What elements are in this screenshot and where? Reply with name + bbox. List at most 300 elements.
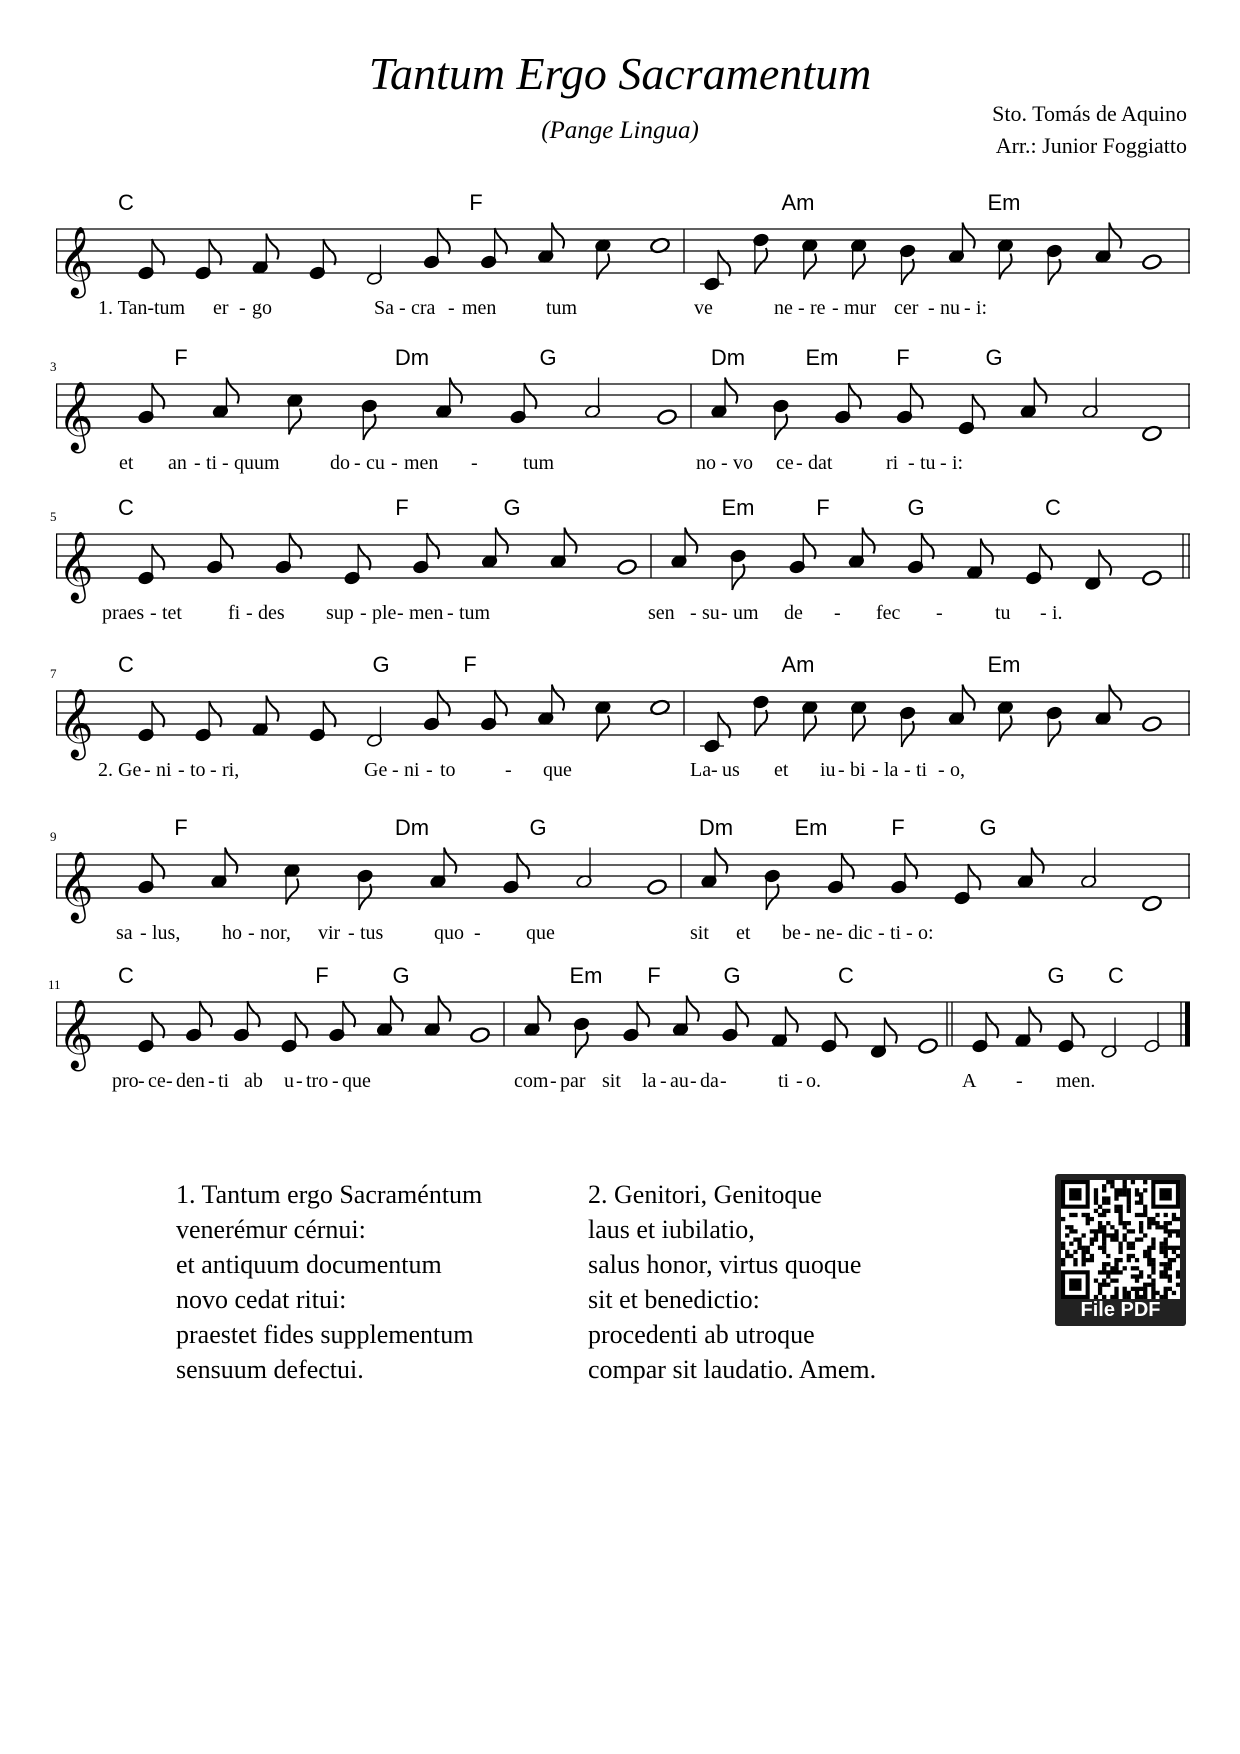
lyric-syllable: la — [884, 759, 899, 781]
lyric-syllable: - — [138, 1070, 145, 1092]
lyric-syllable: - — [397, 602, 404, 624]
lyric-syllable: go — [252, 297, 272, 319]
note-flag — [736, 1001, 748, 1027]
lyric-syllable: - — [908, 452, 915, 474]
lyric-syllable: no — [696, 452, 716, 474]
lyric-syllable: fi — [228, 602, 241, 624]
chord-symbol: G — [503, 495, 521, 520]
lyric-syllable: tro — [306, 1070, 329, 1092]
lyric-syllable: - — [550, 1070, 557, 1092]
lyric-syllable: - — [447, 602, 454, 624]
lyric-syllable: de — [784, 602, 803, 624]
lyric-syllable: - — [796, 1070, 803, 1092]
lyric-syllable: - — [505, 759, 512, 781]
note-flag — [804, 254, 816, 280]
lyric-syllable: com — [514, 1070, 549, 1092]
chord-symbol: G — [539, 345, 557, 370]
staff-system-5 — [50, 815, 1190, 955]
note-flag — [862, 528, 874, 554]
music-staff — [56, 963, 1190, 1073]
chord-symbol: C — [118, 652, 134, 677]
qr-label: File PDF — [1080, 1299, 1161, 1321]
verse-line: venerémur cérnui: — [176, 1215, 366, 1244]
note-flag — [538, 996, 550, 1022]
lyric-syllable: tu — [995, 602, 1011, 624]
lyric-syllable: - — [178, 759, 185, 781]
chord-symbol: Em — [987, 190, 1021, 215]
chord-symbol: Am — [781, 190, 815, 215]
chord-symbol: C — [1045, 495, 1061, 520]
lyric-syllable: i. — [1052, 602, 1063, 624]
lyric-syllable: - — [798, 297, 805, 319]
lyric-syllable: tet — [162, 602, 182, 624]
note-flag — [524, 383, 536, 409]
lyric-syllable: ne — [816, 922, 835, 944]
note-flag — [438, 690, 450, 716]
chord-symbol: G — [979, 815, 997, 840]
note-flag — [775, 414, 787, 440]
note-flag — [438, 996, 450, 1022]
page-title: Tantum Ergo Sacramentum — [368, 48, 872, 99]
note-head — [616, 558, 637, 575]
lyric-syllable: i: — [952, 452, 964, 474]
lyric-syllable: - — [391, 452, 398, 474]
note-flag — [835, 1012, 847, 1038]
lyric-syllable: ce — [776, 452, 794, 474]
treble-clef-icon: 𝄞 — [58, 381, 94, 451]
lyric-syllable: et — [736, 922, 751, 944]
chord-symbol: F — [174, 345, 188, 370]
lyric-syllable: quo — [434, 922, 464, 944]
lyric-syllable: do — [330, 452, 350, 474]
lyric-syllable: sit — [690, 922, 709, 944]
lyric-syllable: - — [166, 1070, 173, 1092]
lyric-syllable: ni — [156, 759, 172, 781]
note-flag — [962, 223, 974, 249]
lyric-syllable: - — [938, 759, 945, 781]
lyric-syllable: to — [440, 759, 456, 781]
chord-symbol: G — [985, 345, 1003, 370]
lyric-syllable: - — [711, 759, 718, 781]
lyric-syllable: nu — [940, 297, 960, 319]
lyric-syllable: que — [342, 1070, 371, 1092]
lyric-syllable: - — [348, 922, 355, 944]
note-flag — [1109, 685, 1121, 711]
lyric-syllable: au — [670, 1070, 689, 1092]
lyric-syllable: quum — [234, 452, 280, 474]
lyric-syllable: - — [721, 452, 728, 474]
qr-code-link[interactable] — [1055, 1174, 1186, 1326]
chord-symbol: G — [372, 652, 390, 677]
chord-symbol: Em — [794, 815, 828, 840]
measure-number: 11 — [48, 977, 61, 992]
lyric-syllable: sup — [326, 602, 354, 624]
lyric-syllable: - — [660, 1070, 667, 1092]
lyric-syllable: - — [1040, 602, 1047, 624]
measure-number: 7 — [50, 666, 57, 681]
chord-symbol: Em — [987, 652, 1021, 677]
lyric-syllable: - — [720, 1070, 727, 1092]
note-flag — [564, 528, 576, 554]
chord-symbol: G — [907, 495, 925, 520]
lyric-syllable: - — [838, 759, 845, 781]
lyric-syllable: men. — [1056, 1070, 1096, 1092]
lyric-syllable: - — [474, 922, 481, 944]
note-flag — [152, 1012, 164, 1038]
note-flag — [755, 710, 767, 736]
lyric-syllable: sit — [602, 1070, 621, 1092]
note-flag — [266, 234, 278, 260]
chord-symbol: G — [392, 963, 410, 988]
note-flag — [343, 1001, 355, 1027]
verse-line: laus et iubilatio, — [588, 1215, 755, 1244]
lyric-syllable: La — [690, 759, 712, 781]
chord-symbol: Em — [569, 963, 603, 988]
note-head — [649, 699, 670, 716]
lyric-syllable: bi — [850, 759, 866, 781]
lyric-syllable: cu — [366, 452, 385, 474]
note-flag — [295, 1012, 307, 1038]
note-flag — [905, 853, 917, 879]
lyric-syllable: - — [448, 297, 455, 319]
verse-line: et antiquum documentum — [176, 1250, 442, 1279]
lyric-syllable: da — [700, 1070, 719, 1092]
lyric-syllable: nor, — [260, 922, 291, 944]
lyric-syllable: ti — [206, 452, 218, 474]
note-flag — [247, 1001, 259, 1027]
note-flag — [1034, 378, 1046, 404]
note-flag — [981, 539, 993, 565]
lyric-syllable: ho — [222, 922, 242, 944]
chord-symbol: C — [838, 963, 854, 988]
treble-clef-icon: 𝄞 — [58, 688, 94, 758]
note-flag — [902, 259, 914, 285]
note-flag — [444, 848, 456, 874]
note-flag — [1072, 1012, 1084, 1038]
lyric-syllable: - — [426, 759, 433, 781]
note-flag — [842, 853, 854, 879]
note-flag — [226, 378, 238, 404]
chord-symbol: G — [529, 815, 547, 840]
lyric-syllable: Sa — [374, 297, 394, 319]
note-head — [1141, 425, 1162, 442]
lyric-syllable: dic — [848, 922, 873, 944]
lyric-syllable: - — [332, 1070, 339, 1092]
chord-symbol: G — [723, 963, 741, 988]
note-flag — [427, 533, 439, 559]
lyric-syllable: - — [721, 602, 728, 624]
chord-symbol: C — [118, 190, 134, 215]
note-flag — [152, 383, 164, 409]
treble-clef-icon: 𝄞 — [58, 226, 94, 296]
lyric-syllable: - — [804, 922, 811, 944]
note-flag — [1048, 721, 1060, 747]
note-flag — [999, 254, 1011, 280]
lyric-syllable: cer — [894, 297, 919, 319]
lyric-syllable: ple — [372, 602, 397, 624]
note-flag — [438, 228, 450, 254]
lyric-syllable: lus, — [152, 922, 181, 944]
staff-system-6 — [48, 963, 1190, 1103]
note-flag — [597, 254, 609, 280]
composer: Sto. Tomás de Aquino — [992, 101, 1187, 126]
note-flag — [289, 409, 301, 435]
lyric-syllable: et — [774, 759, 789, 781]
lyric-syllable: 2. Ge — [98, 759, 142, 781]
staff-system-4 — [50, 652, 1190, 792]
final-bar-line — [1185, 1002, 1190, 1046]
lyric-syllable: i: — [976, 297, 988, 319]
lyric-syllable: er — [213, 297, 229, 319]
lyric-syllable: - — [878, 922, 885, 944]
note-flag — [972, 394, 984, 420]
lyric-syllable: - — [222, 452, 229, 474]
arranger: Arr.: Junior Foggiatto — [995, 133, 1187, 158]
lyric-syllable: mur — [844, 297, 877, 319]
lyric-syllable: - — [399, 297, 406, 319]
chord-symbol: Dm — [394, 815, 430, 840]
lyric-syllable: - — [194, 452, 201, 474]
lyric-syllable: sen — [648, 602, 675, 624]
lyric-syllable: - — [354, 452, 361, 474]
note-flag — [517, 853, 529, 879]
note-flag — [1109, 223, 1121, 249]
chord-symbol: G — [1047, 963, 1065, 988]
note-flag — [391, 996, 403, 1022]
lyric-syllable: ti — [218, 1070, 230, 1092]
lyric-syllable: - — [296, 1070, 303, 1092]
chord-symbol: F — [896, 345, 910, 370]
note-flag — [986, 1012, 998, 1038]
verse-line: praestet fides supplementum — [176, 1320, 474, 1349]
note-flag — [152, 239, 164, 265]
measure-number: 5 — [50, 509, 57, 524]
note-flag — [911, 383, 923, 409]
lyric-syllable: men — [462, 297, 497, 319]
note-head — [1141, 253, 1162, 270]
lyric-syllable: sa — [116, 922, 133, 944]
lyric-syllable: - — [248, 922, 255, 944]
lyric-syllable: - — [832, 297, 839, 319]
note-flag — [853, 254, 865, 280]
chord-symbol: F — [891, 815, 905, 840]
lyric-syllable: ri, — [222, 759, 240, 781]
chord-symbol: F — [174, 815, 188, 840]
lyric-syllable: - — [392, 759, 399, 781]
lyric-syllable: A — [962, 1070, 977, 1092]
note-flag — [786, 1007, 798, 1033]
treble-clef-icon: 𝄞 — [58, 999, 94, 1069]
lyric-syllable: men — [404, 452, 439, 474]
note-flag — [358, 544, 370, 570]
treble-clef-icon: 𝄞 — [58, 531, 94, 601]
chord-symbol: Dm — [698, 815, 734, 840]
note-flag — [804, 716, 816, 742]
lyric-syllable: ce — [148, 1070, 166, 1092]
note-flag — [1048, 259, 1060, 285]
composer-block — [992, 98, 1187, 162]
note-flag — [200, 1001, 212, 1027]
verse-2-text — [588, 1177, 876, 1387]
note-flag — [1099, 550, 1111, 576]
staff-system-3 — [50, 495, 1190, 635]
lyric-syllable: que — [526, 922, 555, 944]
lyric-syllable: - — [836, 922, 843, 944]
lyric-syllable: fec — [876, 602, 901, 624]
music-staff — [56, 652, 1190, 762]
qr-code-icon — [1061, 1180, 1180, 1299]
note-flag — [637, 1001, 649, 1027]
music-staff — [56, 345, 1190, 455]
lyric-syllable: - — [906, 922, 913, 944]
music-staff — [56, 190, 1190, 300]
chord-symbol: F — [647, 963, 661, 988]
lyric-syllable: - — [690, 1070, 697, 1092]
lyric-syllable: tum — [523, 452, 555, 474]
lyric-syllable: o. — [806, 1070, 821, 1092]
lyric-syllable: 1. Tan-tum — [98, 297, 186, 319]
lyric-syllable: - — [239, 297, 246, 319]
staff-system-2 — [50, 345, 1190, 485]
note-flag — [221, 533, 233, 559]
lyric-syllable: ti — [916, 759, 928, 781]
lyric-syllable: - — [690, 602, 697, 624]
note-flag — [450, 378, 462, 404]
note-flag — [849, 383, 861, 409]
lyric-syllable: - — [940, 452, 947, 474]
lyric-syllable: re — [810, 297, 826, 319]
chord-symbol: F — [463, 652, 477, 677]
chord-symbol: F — [469, 190, 483, 215]
lyric-syllable: be — [782, 922, 801, 944]
lyric-syllable: vir — [318, 922, 341, 944]
lyric-syllable: - — [360, 602, 367, 624]
lyric-syllable: u — [284, 1070, 294, 1092]
note-flag — [1031, 848, 1043, 874]
chord-symbol: Am — [781, 652, 815, 677]
note-flag — [495, 228, 507, 254]
note-head — [1141, 715, 1162, 732]
note-head — [1141, 569, 1162, 586]
lyric-syllable: us — [722, 759, 740, 781]
note-flag — [685, 528, 697, 554]
note-flag — [755, 248, 767, 274]
lyric-syllable: - — [964, 297, 971, 319]
note-flag — [552, 685, 564, 711]
lyric-syllable: ne — [774, 297, 793, 319]
lyric-syllable: iu — [820, 759, 836, 781]
note-flag — [725, 378, 737, 404]
lyric-syllable: - — [246, 602, 253, 624]
lyric-syllable: su — [702, 602, 720, 624]
music-staff — [56, 495, 1190, 605]
lyric-syllable: des — [258, 602, 285, 624]
lyric-syllable: ti — [890, 922, 902, 944]
lyric-syllable: cra — [411, 297, 436, 319]
note-flag — [576, 1032, 588, 1058]
lyric-syllable: - — [796, 452, 803, 474]
verse-1-text — [176, 1177, 482, 1387]
verse-line: novo cedat ritui: — [176, 1285, 347, 1314]
lyric-syllable: ri — [886, 452, 899, 474]
verse-line: procedenti ab utroque — [588, 1320, 815, 1349]
note-flag — [152, 853, 164, 879]
lyric-syllable: et — [119, 452, 134, 474]
lyric-syllable: men — [409, 602, 444, 624]
verse-line: sit et benedictio: — [588, 1285, 760, 1314]
lyric-syllable: tu — [920, 452, 936, 474]
lyric-syllable: dat — [808, 452, 833, 474]
lyric-syllable: ab — [244, 1070, 263, 1092]
note-flag — [363, 414, 375, 440]
lyric-syllable: tum — [546, 297, 578, 319]
note-flag — [495, 690, 507, 716]
verse-line: salus honor, virtus quoque — [588, 1250, 862, 1279]
note-flag — [853, 716, 865, 742]
treble-clef-icon: 𝄞 — [58, 851, 94, 921]
measure-number: 3 — [50, 359, 57, 374]
lyric-syllable: an — [168, 452, 187, 474]
lyric-syllable: - — [872, 759, 879, 781]
note-flag — [1040, 544, 1052, 570]
note-head — [917, 1037, 938, 1054]
note-flag — [962, 685, 974, 711]
chord-symbol: Em — [721, 495, 755, 520]
staff-system-1 — [56, 190, 1190, 330]
lyric-syllable: - — [1016, 1070, 1023, 1092]
chord-symbol: C — [1108, 963, 1124, 988]
lyric-syllable: - — [140, 922, 147, 944]
lyric-syllable: - — [936, 602, 943, 624]
chord-symbol: Dm — [394, 345, 430, 370]
lyric-syllable: o: — [918, 922, 934, 944]
note-flag — [1029, 1007, 1041, 1033]
note-flag — [718, 250, 730, 276]
page-subtitle: (Pange Lingua) — [541, 117, 699, 144]
lyric-syllable: Ge — [364, 759, 388, 781]
note-flag — [718, 712, 730, 738]
note-flag — [289, 533, 301, 559]
lyric-syllable: - — [208, 1070, 215, 1092]
note-flag — [803, 533, 815, 559]
note-flag — [359, 884, 371, 910]
chord-symbol: F — [816, 495, 830, 520]
note-flag — [999, 716, 1011, 742]
lyric-syllable: o, — [950, 759, 965, 781]
lyric-syllable: - — [904, 759, 911, 781]
note-head — [646, 878, 667, 895]
lyric-syllable: praes — [102, 602, 145, 624]
lyric-syllable: ni — [404, 759, 420, 781]
lyric-syllable: vo — [733, 452, 753, 474]
note-head — [469, 1026, 490, 1043]
verse-line: 2. Genitori, Genitoque — [588, 1180, 822, 1209]
lyric-syllable: que — [543, 759, 572, 781]
chord-symbol: C — [118, 495, 134, 520]
lyric-syllable: to — [190, 759, 206, 781]
note-flag — [225, 848, 237, 874]
lyric-syllable: tus — [360, 922, 384, 944]
lyric-syllable: - — [144, 759, 151, 781]
note-flag — [968, 864, 980, 890]
note-flag — [496, 528, 508, 554]
note-flag — [902, 721, 914, 747]
chord-symbol: F — [315, 963, 329, 988]
verse-line: compar sit laudatio. Amem. — [588, 1355, 877, 1384]
note-head — [656, 408, 677, 425]
chord-symbol: Dm — [710, 345, 746, 370]
note-flag — [209, 701, 221, 727]
